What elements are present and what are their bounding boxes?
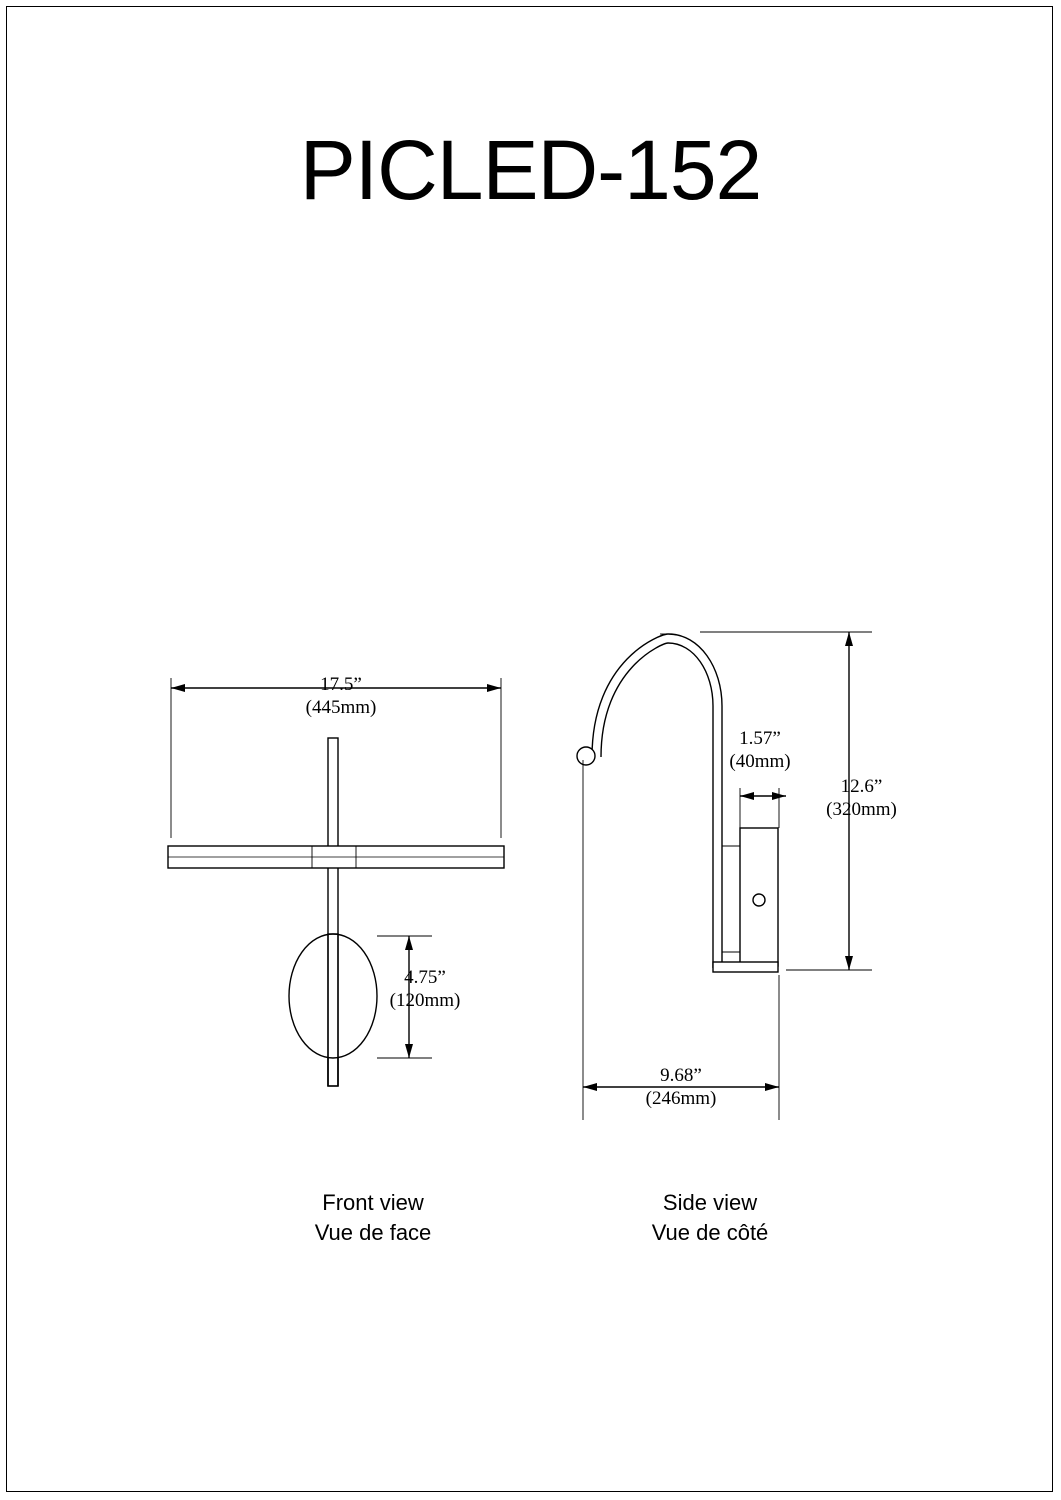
side-projection-dimension-label bbox=[626, 1064, 736, 1110]
side-backplate-width-imperial: 1.57” bbox=[739, 728, 781, 749]
page-border bbox=[6, 6, 1053, 1492]
front-width-metric: (445mm) bbox=[305, 697, 377, 718]
side-backplate-width-dimension-label bbox=[705, 727, 815, 773]
front-view-label-en: Front view bbox=[322, 1190, 424, 1215]
side-projection-imperial: 9.68” bbox=[660, 1065, 702, 1086]
front-shade-height-dimension-label bbox=[370, 966, 480, 1012]
front-view-label-fr: Vue de face bbox=[314, 1220, 432, 1245]
front-width-dimension-label bbox=[286, 673, 396, 719]
page-title: PICLED-152 bbox=[299, 123, 762, 217]
front-shade-height-metric: (120mm) bbox=[389, 990, 461, 1011]
side-height-imperial: 12.6” bbox=[840, 776, 883, 797]
side-view-label-en: Side view bbox=[662, 1190, 758, 1215]
side-projection-metric: (246mm) bbox=[645, 1088, 717, 1109]
side-view-caption bbox=[600, 1188, 820, 1248]
side-height-metric: (320mm) bbox=[826, 799, 897, 820]
side-backplate-width-metric: (40mm) bbox=[729, 751, 791, 772]
front-view-caption bbox=[263, 1188, 483, 1248]
front-width-imperial: 17.5” bbox=[320, 674, 362, 695]
side-height-dimension-label bbox=[804, 775, 919, 821]
front-shade-height-imperial: 4.75” bbox=[404, 967, 446, 988]
side-view-label-fr: Vue de côté bbox=[651, 1220, 769, 1245]
